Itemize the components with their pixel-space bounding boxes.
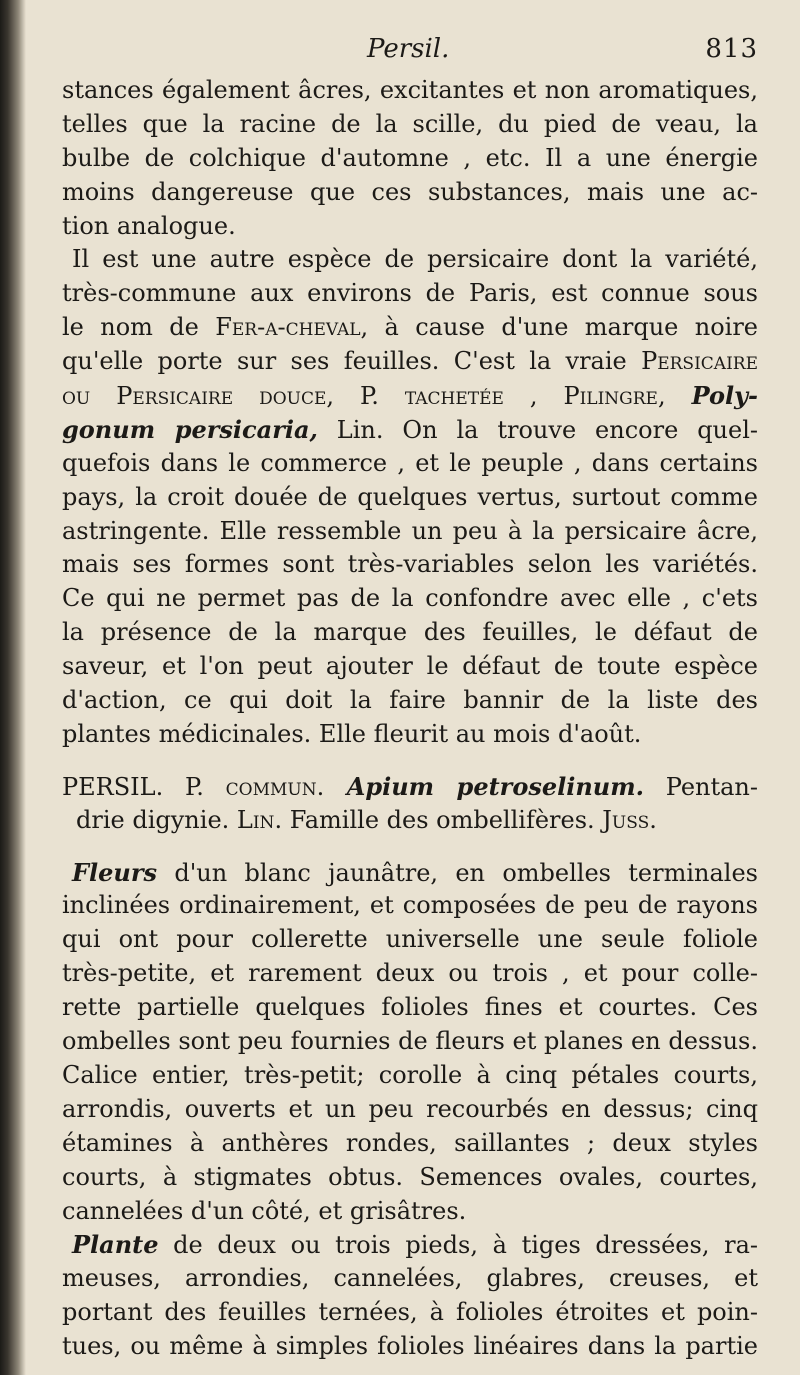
text-line: Ce qui ne permet pas de la confondre avec elle , c'ets — [62, 584, 758, 613]
small-caps-name: Persicaire — [641, 347, 758, 376]
text-line: bulbe de colchique d'automne , etc. Il a une énergie — [62, 143, 758, 172]
text-run: de deux ou trois pieds, à tiges dressées, ra- — [158, 1231, 758, 1260]
text-line: étamines à anthères rondes, saillantes ; deux styles — [62, 1128, 758, 1157]
small-caps-name: Juss. — [602, 805, 657, 834]
page-number: 813 — [705, 34, 758, 64]
text-line: rette partielle quelques folioles fines et courtes. Ces — [62, 993, 758, 1022]
page-title: Persil. — [367, 34, 450, 64]
text-line: cannelées d'un côté, et grisâtres. — [62, 1196, 467, 1225]
small-caps-name: ou Persicaire douce — [62, 382, 327, 411]
paragraph-fleurs — [62, 856, 758, 1229]
text-run: , à cause d'une marque noire — [360, 313, 758, 342]
text-line: quefois dans le commerce , et le peuple , dans certains — [62, 448, 758, 477]
small-caps-name: Pilingre — [563, 382, 658, 411]
paragraph-plante — [62, 1228, 758, 1364]
latin-name: Poly- — [691, 381, 758, 411]
entry-heading-persil — [62, 770, 758, 838]
text-line: très-petite, et rarement deux ou trois , et pour colle- — [62, 959, 758, 988]
text-line — [62, 856, 758, 890]
text-line: astringente. Elle ressemble un peu à la persicaire âcre, — [62, 516, 758, 545]
text-line: d'action, ce qui doit la faire bannir de la liste des — [62, 686, 758, 715]
text-line: moins dangereuse que ces substances, mais une ac- — [62, 177, 758, 206]
text-run: d'un blanc jaunâtre, en ombelles terminales — [157, 858, 758, 887]
book-page — [62, 34, 758, 1364]
text-run: drie digynie. — [76, 805, 237, 834]
text-line: inclinées ordinairement, et composées de peu de rayons — [62, 891, 758, 920]
text-line: arrondis, ouverts et un peu recourbés en dessus; cinq — [62, 1094, 758, 1123]
spacer — [62, 752, 758, 770]
entry-title: PERSIL. — [62, 772, 164, 801]
text-run: le nom de — [62, 313, 216, 342]
text-line: pays, la croit douée de quelques vertus, surtout comme — [62, 482, 758, 511]
text-run: . Famille des ombellifères. — [274, 805, 603, 834]
latin-name: Apium petroselinum. — [324, 771, 644, 801]
text-line: qui ont pour collerette universelle une seule foliole — [62, 925, 758, 954]
paragraph-persicaire-douce — [62, 243, 758, 751]
text-line — [62, 804, 758, 838]
text-line: Calice entier, très-petit; corolle à cinq pétales courts, — [62, 1060, 758, 1089]
running-head — [62, 34, 758, 74]
text-line: courts, à stigmates obtus. Semences ovales, courtes, — [62, 1162, 758, 1191]
text-line: mais ses formes sont très-variables selon les variétés. — [62, 550, 758, 579]
text-line: plantes médicinales. Elle fleurit au mois d'août. — [62, 719, 642, 748]
text-line: tues, ou même à simples folioles linéaires dans la partie — [62, 1332, 758, 1361]
binding-shadow — [0, 0, 26, 1375]
text-line — [62, 413, 758, 447]
paragraph-continued — [62, 74, 758, 243]
text-run: , P. — [326, 382, 405, 411]
text-line — [62, 1228, 758, 1262]
text-run: , — [657, 382, 692, 411]
text-line: stances également âcres, excitantes et non aromatiques, — [62, 76, 758, 104]
section-label: Fleurs — [72, 857, 158, 887]
text-line: tion analogue. — [62, 211, 236, 240]
small-caps-name: commun. — [225, 772, 325, 801]
text-line — [62, 311, 758, 345]
text-line: Il est une autre espèce de persicaire dont la variété, — [72, 245, 758, 274]
text-line: meuses, arrondies, cannelées, glabres, creuses, et — [62, 1264, 758, 1293]
text-run: P. — [163, 772, 226, 801]
text-line: telles que la racine de la scille, du pied de veau, la — [62, 109, 758, 138]
text-line — [62, 770, 758, 804]
text-run: Lin. On la trouve encore quel- — [317, 415, 758, 444]
section-label: Plante — [72, 1230, 159, 1260]
text-run: Pentan- — [644, 772, 758, 801]
text-run: qu'elle porte sur ses feuilles. C'est la vraie — [62, 347, 642, 376]
text-line: ombelles sont peu fournies de fleurs et planes en dessus. — [62, 1027, 758, 1056]
small-caps-name: tachetée — [404, 382, 504, 411]
text-line — [62, 345, 758, 379]
text-line — [62, 379, 758, 413]
text-run: , — [503, 382, 564, 411]
small-caps-name: Fer-a-cheval — [215, 313, 361, 342]
text-line: saveur, et l'on peut ajouter le défaut de toute espèce — [62, 652, 758, 681]
text-line: portant des feuilles ternées, à folioles étroites et poin- — [62, 1298, 758, 1327]
latin-name: gonum persicaria, — [62, 414, 318, 444]
text-line: très-commune aux environs de Paris, est connue sous — [62, 279, 758, 308]
spacer — [62, 838, 758, 856]
small-caps-name: Lin — [236, 805, 275, 834]
text-line: la présence de la marque des feuilles, le défaut de — [62, 618, 758, 647]
